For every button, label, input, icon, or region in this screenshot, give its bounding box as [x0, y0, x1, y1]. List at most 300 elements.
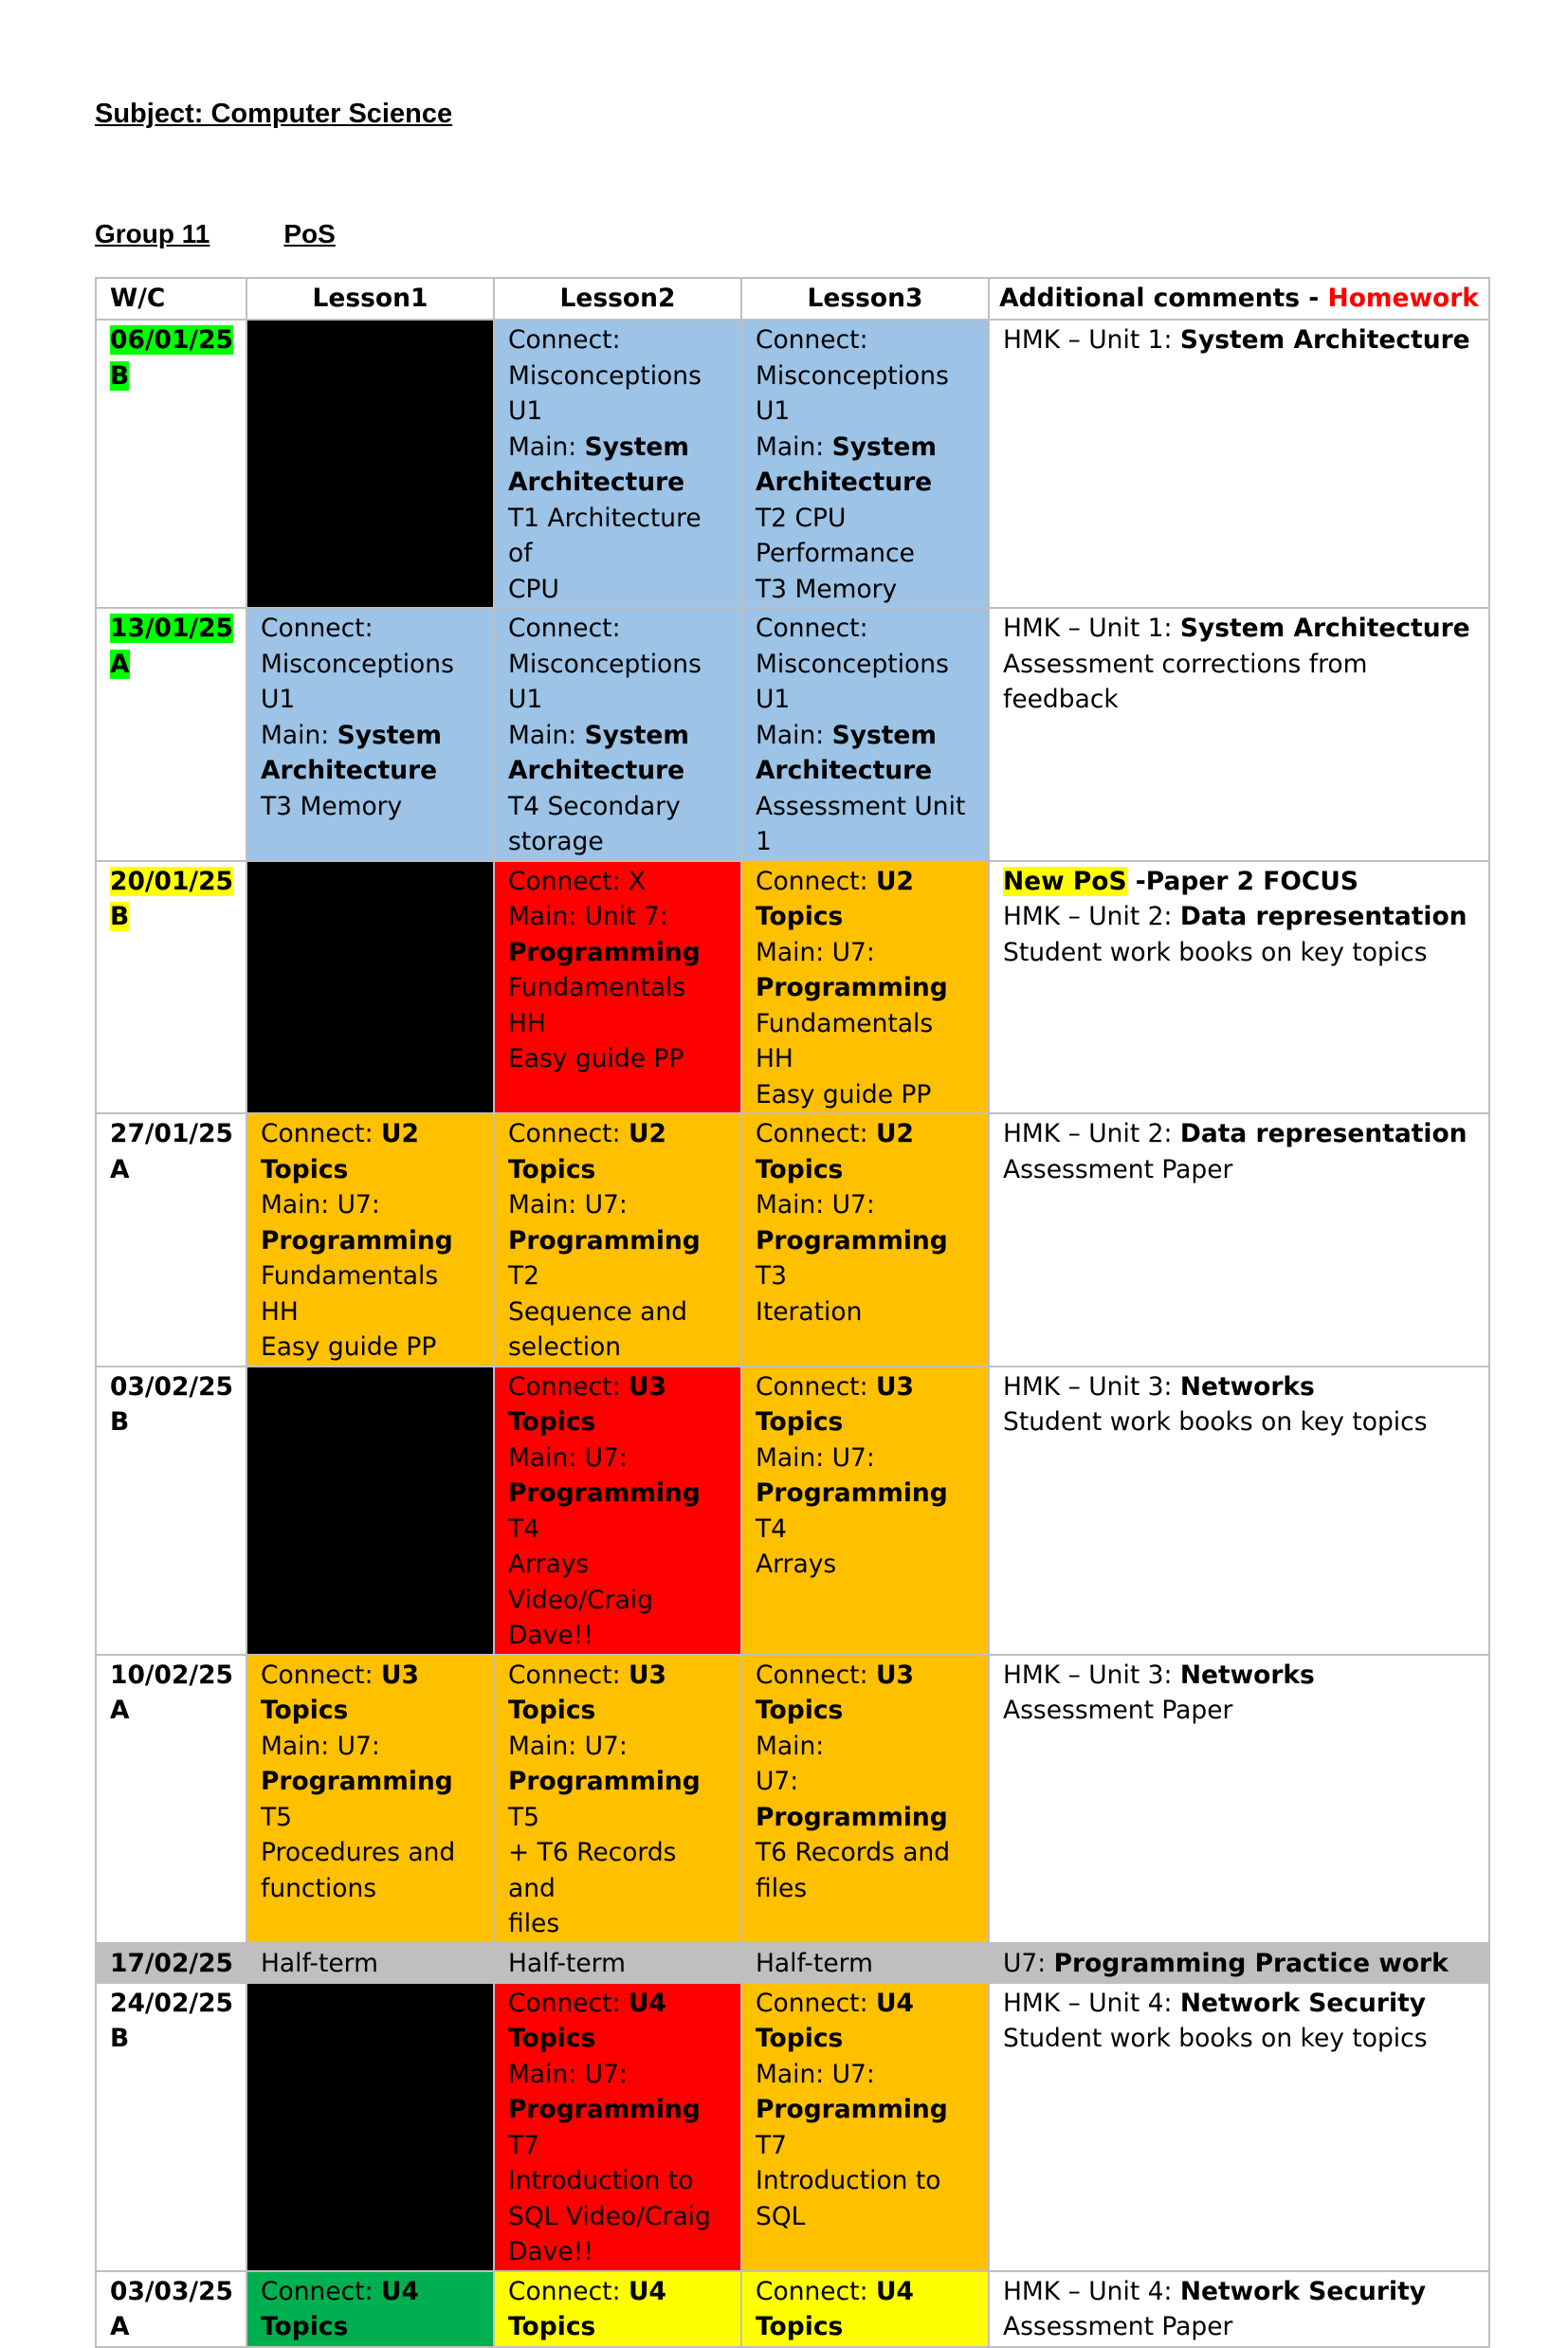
lesson1-line: [261, 1330, 482, 1366]
lesson2-text: U3: [628, 1371, 666, 1402]
lesson2-line: [508, 2057, 729, 2093]
group-label: Group 11: [95, 219, 210, 248]
lesson2-text: Connect:: [508, 614, 621, 643]
lesson2-line: [508, 1116, 729, 1152]
lesson2-text: Fundamentals HH: [508, 973, 686, 1038]
lesson2-line: [508, 2234, 729, 2270]
lesson3-line: [756, 1946, 976, 1982]
lesson3-line: [756, 611, 976, 647]
lesson2-line: [508, 789, 729, 825]
lesson2-text: U4: [628, 2276, 666, 2306]
lesson3-text: Misconceptions: [756, 649, 949, 679]
lesson3-text: Architecture: [756, 468, 933, 497]
lesson3-text: T2 CPU: [756, 503, 847, 533]
lesson2-line: [508, 394, 729, 430]
lesson3-line: [756, 1006, 976, 1077]
lesson1-text: functions: [261, 1873, 377, 1903]
lesson2-text: Connect:: [508, 1988, 629, 2018]
lesson2-line: [508, 1152, 729, 1188]
table-row: [96, 1367, 1489, 1655]
lesson2-text: T7: [508, 2130, 540, 2160]
lesson1-line: [261, 753, 482, 789]
lesson1-cell: [246, 1367, 494, 1655]
lesson1-line: [261, 647, 482, 683]
lesson2-text: storage: [508, 827, 604, 856]
comments-line: [1003, 2309, 1477, 2345]
lesson1-line: [261, 1258, 482, 1330]
comments-text: HMK – Unit 2:: [1003, 902, 1180, 931]
lesson2-text: Programming: [508, 1478, 701, 1508]
lesson2-cell: [494, 1983, 741, 2271]
lesson1-line: [261, 1729, 482, 1765]
lesson3-line: [756, 501, 976, 537]
lesson2-text: Misconceptions: [508, 360, 702, 391]
lesson2-line: [508, 2163, 729, 2199]
lesson1-cell: [246, 1113, 494, 1367]
lesson1-line: [261, 611, 482, 647]
comments-text: Assessment Paper: [1003, 1696, 1233, 1725]
lesson1-text: U1: [261, 685, 296, 714]
lesson2-text: Programming: [508, 1767, 701, 1796]
lesson2-line: [508, 970, 729, 1041]
lesson3-text: Connect:: [756, 866, 876, 896]
comments-line: [1003, 935, 1477, 971]
lesson2-line: [508, 899, 729, 935]
week-commencing-cell: [96, 608, 246, 861]
lesson1-line: [261, 789, 482, 825]
lesson3-line: [756, 536, 976, 572]
week-letter: [110, 2309, 234, 2345]
lesson2-text: Connect:: [508, 1660, 629, 1690]
lesson2-text: Programming: [508, 1225, 701, 1256]
lesson2-text: Connect:: [508, 1119, 629, 1148]
lesson2-text: T4 Secondary: [508, 791, 681, 821]
lesson3-text: Main: U7:: [756, 937, 875, 967]
lesson1-text: Connect:: [261, 614, 374, 643]
week-letter-text: A: [110, 1696, 130, 1725]
table-row: [96, 2271, 1489, 2347]
lesson1-text: Main: U7:: [261, 1731, 380, 1761]
table-row: [96, 1943, 1489, 1983]
lesson3-line: [756, 2199, 976, 2235]
comments-line: [1003, 2021, 1477, 2057]
lesson3-text: Misconceptions: [756, 360, 949, 391]
lesson3-text: Main:: [756, 1731, 825, 1761]
comments-text: Network Security: [1179, 1988, 1427, 2018]
week-commencing-cell: [96, 861, 246, 1114]
comments-text: Student work books on key topics: [1003, 937, 1428, 967]
header-wc: W/C: [96, 278, 246, 320]
week-date-text: 06/01/25: [110, 325, 233, 355]
lesson2-text: + T6 Records and: [508, 1838, 677, 1903]
lesson1-text: Architecture: [261, 756, 438, 785]
comments-text: -Paper 2 FOCUS: [1126, 866, 1358, 896]
comments-line: [1003, 1693, 1477, 1729]
header-lesson2: Lesson2: [494, 278, 741, 320]
lesson3-text: Main: U7:: [756, 1442, 875, 1473]
lesson3-text: Arrays: [756, 1550, 837, 1579]
lesson3-text: Topics: [756, 1696, 844, 1725]
comments-text: Student work books on key topics: [1003, 2024, 1428, 2053]
comments-text: HMK – Unit 4:: [1003, 1988, 1180, 2018]
lesson2-text: Connect:: [508, 325, 621, 355]
lesson2-line: [508, 1404, 729, 1440]
lesson2-text: CPU: [508, 574, 559, 604]
table-row: [96, 1655, 1489, 1943]
lesson3-line: [756, 322, 976, 358]
lesson2-text: Sequence and: [508, 1296, 687, 1327]
comments-text: New PoS: [1003, 866, 1127, 896]
lesson3-line: [756, 718, 976, 754]
lesson2-cell: [494, 2271, 741, 2347]
lesson1-line: [261, 1764, 482, 1835]
lesson3-text: Connect:: [756, 1371, 876, 1402]
lesson3-line: [756, 430, 976, 466]
week-commencing-cell: [96, 2271, 246, 2347]
lesson2-text: Topics: [508, 2024, 596, 2053]
comments-line: [1003, 1116, 1477, 1152]
lesson3-line: [756, 1294, 976, 1330]
lesson2-cell: [494, 1655, 741, 1943]
lesson3-line: [756, 572, 976, 608]
lesson1-text: Programming: [261, 1225, 453, 1256]
table-row: [96, 320, 1489, 608]
lesson2-text: Main: Unit 7:: [508, 902, 668, 931]
lesson3-text: U2: [875, 1119, 914, 1148]
lesson3-cell: [741, 1113, 989, 1367]
lesson3-line: [756, 682, 976, 718]
week-date-text: 24/02/25: [110, 1988, 233, 2018]
lesson1-text: Connect:: [261, 2276, 381, 2306]
week-letter-text: B: [110, 1407, 130, 1437]
lesson1-line: [261, 2274, 482, 2310]
lesson3-line: [756, 1547, 976, 1583]
header-comments-prefix: Additional comments -: [999, 284, 1328, 313]
lesson3-line: [756, 2309, 976, 2345]
group-heading: [95, 219, 336, 249]
lesson2-line: [508, 1294, 729, 1330]
lesson1-text: Connect:: [261, 1660, 381, 1690]
week-date: [110, 1369, 234, 1405]
lesson2-line: [508, 2199, 729, 2235]
lesson2-line: [508, 1041, 729, 1077]
lesson3-line: [756, 864, 976, 900]
week-commencing-cell: [96, 1113, 246, 1367]
lesson1-text: U4: [380, 2276, 419, 2306]
lesson2-line: [508, 1583, 729, 1619]
comments-line: [1003, 2274, 1477, 2310]
lesson2-line: [508, 1693, 729, 1729]
comments-cell: [989, 1943, 1489, 1983]
lesson2-text: T5: [508, 1802, 540, 1832]
lesson3-text: Connect:: [756, 2276, 876, 2306]
table-row: [96, 861, 1489, 1114]
lesson3-line: [756, 647, 976, 683]
week-date: [110, 322, 234, 358]
lesson2-text: Connect: X: [508, 866, 647, 896]
lesson3-line: [756, 1404, 976, 1440]
header-lesson3: Lesson3: [741, 278, 989, 320]
lesson1-line: [261, 718, 482, 754]
week-date-text: 03/02/25: [110, 1371, 233, 1402]
comments-cell: [989, 1113, 1489, 1367]
lesson2-text: Connect:: [508, 1371, 629, 1402]
lesson3-text: Connect:: [756, 1988, 876, 2018]
comments-cell: [989, 2271, 1489, 2347]
lesson2-text: files: [508, 1909, 560, 1938]
lesson2-line: [508, 465, 729, 501]
lesson2-line: [508, 1547, 729, 1583]
lesson1-line: [261, 1223, 482, 1259]
lesson3-cell: [741, 1367, 989, 1655]
lesson3-line: [756, 753, 976, 789]
lesson2-text: T1 Architecture of: [508, 503, 702, 568]
lesson2-line: [508, 1187, 729, 1223]
lesson3-line: [756, 2057, 976, 2093]
lesson2-line: [508, 2274, 729, 2310]
lesson2-line: [508, 1369, 729, 1405]
lesson1-cell: [246, 861, 494, 1114]
lesson3-text: Main: U7:: [756, 2059, 875, 2089]
lesson2-text: T4: [508, 1513, 540, 1544]
lesson3-text: U7:: [756, 1767, 799, 1796]
comments-cell: [989, 320, 1489, 608]
comments-line: [1003, 899, 1477, 935]
lesson3-text: Half-term: [756, 1948, 873, 1978]
lesson1-cell: [246, 1943, 494, 1983]
week-date-text: 17/02/25: [110, 1948, 233, 1978]
week-letter-text: B: [110, 902, 130, 931]
lesson2-line: [508, 1835, 729, 1906]
lesson2-line: [508, 718, 729, 754]
lesson3-line: [756, 1152, 976, 1188]
week-date: [110, 1986, 234, 2022]
lesson3-cell: [741, 320, 989, 608]
lesson2-line: [508, 864, 729, 900]
comments-text: Networks: [1179, 1660, 1315, 1690]
lesson2-line: [508, 935, 729, 971]
lesson3-line: [756, 970, 976, 1006]
comments-text: Networks: [1179, 1371, 1315, 1402]
lesson3-text: U2: [875, 866, 914, 896]
week-letter: [110, 1152, 234, 1188]
lesson2-text: Video/Craig: [508, 1585, 653, 1615]
week-date-text: 13/01/25: [110, 614, 233, 643]
lesson2-text: Architecture: [508, 468, 685, 497]
lesson3-line: [756, 1440, 976, 1477]
lesson3-line: [756, 1729, 976, 1765]
table-row: [96, 1983, 1489, 2271]
comments-text: HMK – Unit 3:: [1003, 1660, 1180, 1690]
table-header-row: [96, 278, 1489, 320]
table-row: [96, 1113, 1489, 1367]
comments-line: [1003, 611, 1477, 647]
lesson2-line: [508, 2092, 729, 2163]
week-letter: [110, 647, 234, 683]
week-date: [110, 2274, 234, 2310]
week-letter-text: B: [110, 2024, 130, 2053]
lesson3-line: [756, 2092, 976, 2163]
lesson1-line: [261, 1187, 482, 1223]
header-homework-label: Homework: [1327, 284, 1479, 313]
lesson3-text: U3: [875, 1660, 914, 1690]
comments-cell: [989, 608, 1489, 861]
comments-text: Data representation: [1179, 902, 1468, 931]
lesson3-line: [756, 899, 976, 935]
table-row: [96, 608, 1489, 861]
week-letter: [110, 2021, 234, 2057]
lesson2-line: [508, 682, 729, 718]
lesson2-text: Main: U7:: [508, 2059, 628, 2089]
lesson3-line: [756, 358, 976, 394]
lesson1-text: Topics: [261, 1154, 349, 1184]
lesson3-text: System: [831, 431, 938, 462]
week-date-text: 10/02/25: [110, 1660, 233, 1690]
lesson2-cell: [494, 320, 741, 608]
lesson3-line: [756, 1871, 976, 1907]
lesson2-text: Dave!!: [508, 2237, 593, 2266]
lesson3-text: U1: [756, 396, 791, 426]
lesson2-text: T2: [508, 1261, 540, 1291]
lesson2-cell: [494, 1113, 741, 1367]
lesson3-line: [756, 1187, 976, 1223]
lesson3-text: Programming: [756, 1225, 948, 1256]
lesson2-line: [508, 322, 729, 358]
lesson1-text: Main:: [261, 720, 337, 750]
lesson2-line: [508, 358, 729, 394]
lesson2-line: [508, 1986, 729, 2022]
comments-text: HMK – Unit 1:: [1003, 325, 1180, 355]
lesson3-line: [756, 1693, 976, 1729]
lesson3-text: System: [831, 720, 938, 750]
lesson2-text: selection: [508, 1332, 622, 1362]
lesson3-line: [756, 1369, 976, 1405]
lesson2-text: Architecture: [508, 756, 685, 785]
lesson2-text: Programming: [508, 937, 701, 967]
lesson3-text: U3: [875, 1371, 914, 1402]
lesson1-text: Main: U7:: [261, 1190, 380, 1220]
lesson2-text: Connect:: [508, 2276, 629, 2306]
lesson1-text: Fundamentals HH: [261, 1261, 439, 1327]
lesson3-cell: [741, 2271, 989, 2347]
lesson2-text: Topics: [508, 1407, 596, 1437]
lesson1-line: [261, 1835, 482, 1871]
week-date: [110, 1658, 234, 1694]
lesson2-line: [508, 2021, 729, 2057]
lesson2-cell: [494, 1367, 741, 1655]
lesson2-text: Main: U7:: [508, 1442, 628, 1473]
comments-line: [1003, 322, 1477, 358]
lesson3-line: [756, 935, 976, 971]
week-commencing-cell: [96, 320, 246, 608]
comments-line: [1003, 1152, 1477, 1188]
lesson1-cell: [246, 608, 494, 861]
lesson2-text: U2: [628, 1119, 666, 1148]
lesson1-line: [261, 682, 482, 718]
week-commencing-cell: [96, 1655, 246, 1943]
lesson3-text: Topics: [756, 1154, 844, 1184]
week-date: [110, 864, 234, 900]
comments-cell: [989, 861, 1489, 1114]
lesson2-text: Main:: [508, 720, 585, 750]
lesson3-line: [756, 465, 976, 501]
week-letter-text: A: [110, 2312, 130, 2341]
lesson3-text: Programming: [756, 1802, 948, 1832]
week-date: [110, 1946, 234, 1982]
lesson2-line: [508, 753, 729, 789]
lesson2-line: [508, 1764, 729, 1835]
lesson3-text: Programming: [756, 1478, 948, 1508]
week-letter: [110, 1693, 234, 1729]
comments-line: [1003, 1658, 1477, 1694]
lesson2-text: Introduction to: [508, 2166, 694, 2195]
week-date-text: 20/01/25: [110, 866, 233, 896]
header-comments: [989, 278, 1489, 320]
comments-text: HMK – Unit 2:: [1003, 1119, 1180, 1148]
lesson2-text: SQL Video/Craig: [508, 2201, 711, 2231]
lesson2-line: [508, 1658, 729, 1694]
lesson-plan-table: [95, 277, 1490, 2348]
lesson1-text: Topics: [261, 1696, 349, 1725]
lesson2-text: U3: [628, 1660, 666, 1690]
lesson1-line: [261, 1693, 482, 1729]
pos-label: PoS: [283, 219, 336, 248]
comments-line: [1003, 1986, 1477, 2022]
lesson1-line: [261, 2309, 482, 2345]
comments-text: HMK – Unit 4:: [1003, 2276, 1180, 2306]
lesson1-cell: [246, 320, 494, 608]
lesson2-text: Topics: [508, 2312, 596, 2341]
lesson3-text: Topics: [756, 902, 844, 931]
lesson3-text: Easy guide PP: [756, 1079, 932, 1110]
lesson2-text: Main:: [508, 431, 585, 462]
lesson3-text: T3: [756, 1261, 788, 1291]
lesson2-cell: [494, 1943, 741, 1983]
lesson2-line: [508, 430, 729, 466]
comments-line: [1003, 647, 1477, 718]
comments-text: Programming Practice work: [1053, 1948, 1449, 1978]
lesson1-cell: [246, 1655, 494, 1943]
lesson2-cell: [494, 861, 741, 1114]
lesson2-text: U1: [508, 396, 543, 426]
lesson3-text: T4: [756, 1513, 788, 1544]
lesson1-text: Procedures and: [261, 1838, 456, 1867]
lesson3-text: Iteration: [756, 1296, 863, 1327]
lesson3-text: Connect:: [756, 1119, 876, 1148]
lesson3-line: [756, 2274, 976, 2310]
lesson1-line: [261, 1116, 482, 1152]
lesson1-cell: [246, 2271, 494, 2347]
lesson1-cell: [246, 1983, 494, 2271]
lesson2-line: [508, 1906, 729, 1942]
lesson2-text: Topics: [508, 1154, 596, 1184]
lesson2-text: U1: [508, 685, 543, 714]
comments-text: Assessment corrections from feedback: [1003, 649, 1368, 714]
week-letter: [110, 899, 234, 935]
comments-text: Assessment Paper: [1003, 2312, 1233, 2341]
lesson3-line: [756, 1764, 976, 1835]
lesson1-text: Connect:: [261, 1119, 381, 1148]
lesson3-text: Connect:: [756, 614, 868, 643]
week-date: [110, 611, 234, 647]
lesson3-text: Main:: [756, 431, 832, 462]
lesson3-line: [756, 394, 976, 430]
lesson1-text: T5: [261, 1802, 293, 1832]
lesson2-line: [508, 647, 729, 683]
week-date: [110, 1116, 234, 1152]
lesson1-line: [261, 1152, 482, 1188]
lesson3-text: files: [756, 1873, 808, 1903]
